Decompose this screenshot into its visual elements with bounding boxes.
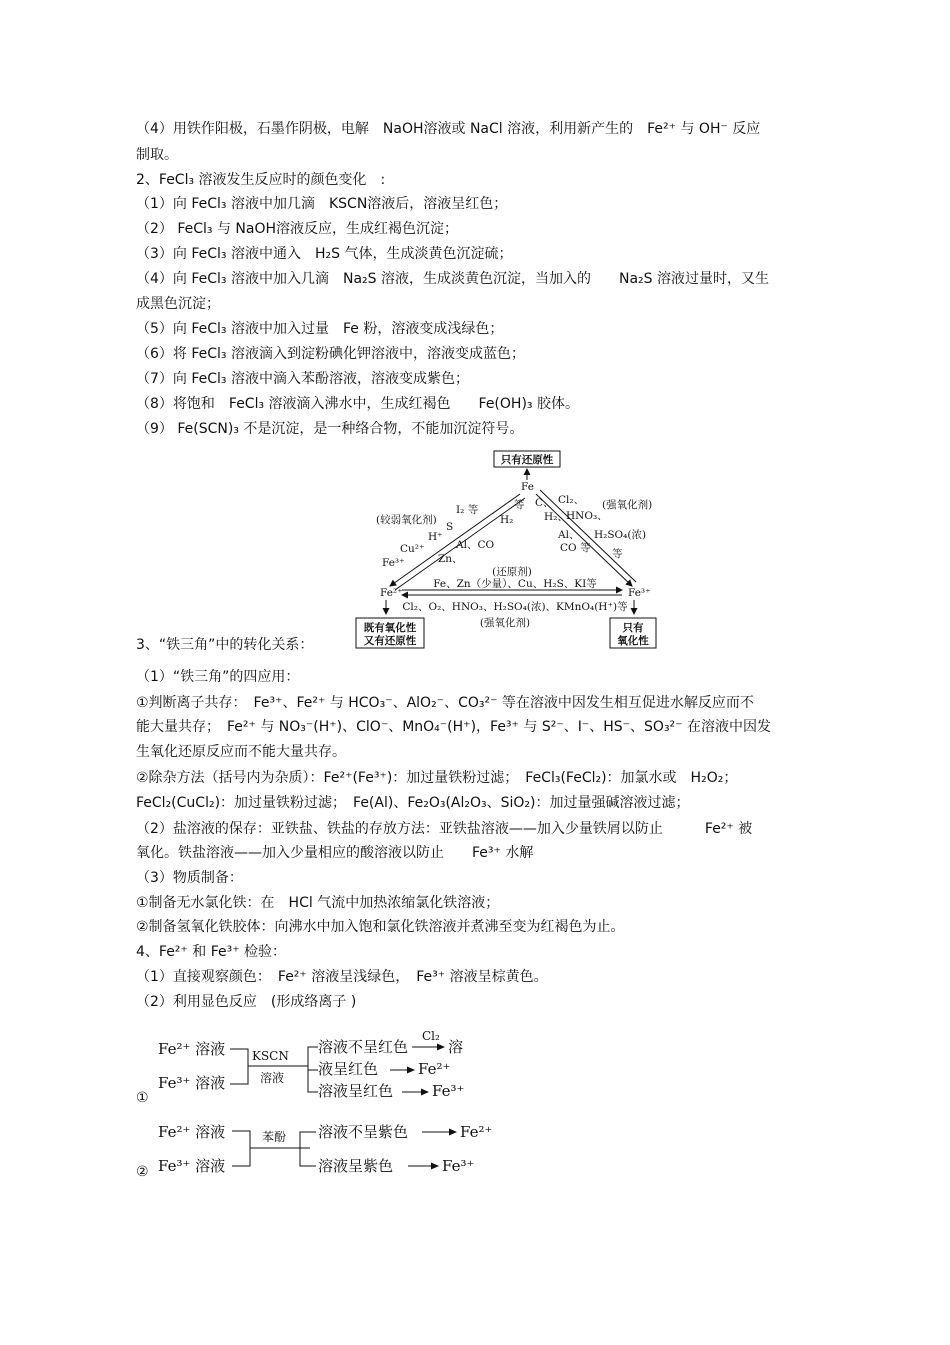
left-box-line1: 既有氧化性 bbox=[363, 622, 417, 634]
text-line: （1）“铁三角”的四应用： bbox=[136, 669, 300, 685]
flow1-out2b: Fe²⁺ bbox=[418, 1060, 451, 1078]
flow2-input-fe3: Fe³⁺ 溶液 bbox=[158, 1157, 226, 1175]
s-label: S bbox=[446, 521, 454, 533]
text-line: 制取。 bbox=[136, 147, 178, 163]
section-heading: 4、Fe²⁺ 和 Fe³⁺ 检验： bbox=[136, 944, 287, 960]
text-line: FeCl₂(CuCl₂)：加过量铁粉过滤； Fe(Al)、Fe₂O₃(Al₂O₃、SiO₂)：加过量强碱溶液过滤； bbox=[136, 795, 690, 811]
flow2-out1b: Fe²⁺ bbox=[460, 1123, 493, 1141]
reductant-list: Fe、Zn（少量）、Cu、H₂S、KI等 bbox=[433, 578, 597, 590]
flow2-reagent: 苯酚 bbox=[262, 1130, 287, 1144]
flow1-out1: 溶液不呈红色 bbox=[318, 1038, 409, 1056]
text-line: （6）将 FeCl₃ 溶液滴入到淀粉碘化钾溶液中，溶液变成蓝色； bbox=[136, 346, 525, 362]
right-box-line1: 只有 bbox=[622, 622, 644, 634]
fe-node: Fe bbox=[521, 481, 534, 493]
flow2-out2b: Fe³⁺ bbox=[442, 1157, 475, 1175]
oxidant-list: Cl₂、O₂、HNO₃、H₂SO₄(浓)、KMnO₄(H⁺)等 bbox=[402, 601, 628, 613]
deng-label: 等 bbox=[514, 499, 525, 511]
al-right-label: Al、 bbox=[558, 529, 580, 541]
text-line: （8）将饱和 FeCl₃ 溶液滴入沸水中，生成红褐色 Fe(OH)₃ 胶体。 bbox=[136, 396, 579, 412]
flow1-marker: ① bbox=[136, 1090, 149, 1106]
c-label: C、 bbox=[535, 497, 554, 509]
weak-oxidant-label: (较弱氧化剂) bbox=[376, 514, 437, 526]
oxidant-label: (强氧化剂) bbox=[479, 617, 531, 629]
strong-oxidant-label: (强氧化剂) bbox=[602, 499, 653, 511]
al-co-label: Al、CO bbox=[456, 539, 495, 551]
h2so4-label: H₂SO₄(浓) bbox=[594, 529, 647, 541]
reductant-label: (还原剂) bbox=[492, 566, 532, 578]
hno3-label: HNO₃、 bbox=[566, 510, 608, 522]
text-line: 氧化。铁盐溶液——加入少量相应的酸溶液以防止 Fe³⁺ 水解 bbox=[136, 845, 534, 861]
cl2-label: Cl₂、 bbox=[558, 494, 585, 506]
flow1-out3: 溶液呈红色 bbox=[318, 1082, 394, 1100]
flow1-input-fe2: Fe²⁺ 溶液 bbox=[158, 1040, 226, 1058]
iron-triangle-diagram bbox=[340, 448, 670, 654]
h2b-label: H₂、 bbox=[544, 511, 568, 523]
top-box-label: 只有还原性 bbox=[500, 454, 554, 466]
text-line: （1）直接观察颜色： Fe²⁺ 溶液呈浅绿色， Fe³⁺ 溶液呈棕黄色。 bbox=[136, 969, 548, 985]
flow1-cl2: Cl₂ bbox=[422, 1030, 440, 1043]
text-line: ①判断离子共存： Fe³⁺、Fe²⁺ 与 HCO₃⁻、AlO₂⁻、CO₃²⁻ 等在溶液中因发生相互促进水解反应而不 bbox=[136, 695, 754, 711]
right-box-line2: 氧化性 bbox=[617, 635, 649, 647]
flow1-input-fe3: Fe³⁺ 溶液 bbox=[158, 1074, 226, 1092]
section-heading: 3、“铁三角”中的转化关系： bbox=[136, 637, 314, 653]
flow1-out3b: Fe³⁺ bbox=[432, 1082, 465, 1100]
hplus-label: H⁺ bbox=[428, 531, 443, 543]
fe2-node: Fe²⁺ bbox=[380, 587, 403, 599]
text-line: （3）向 FeCl₃ 溶液中通入 H₂S 气体，生成淡黄色沉淀硫； bbox=[136, 246, 513, 262]
flow1-reagent-2: 溶液 bbox=[260, 1071, 285, 1085]
flow2-input-fe2: Fe²⁺ 溶液 bbox=[158, 1123, 226, 1141]
text-line: （2）盐溶液的保存：亚铁盐、铁盐的存放方法：亚铁盐溶液——加入少量铁屑以防止 Fe²⁺ 被 bbox=[136, 821, 753, 837]
deng2-label: 等 bbox=[612, 548, 623, 560]
text-line: 生氧化还原反应而不能大量共存。 bbox=[136, 744, 346, 760]
i2-label: I₂ 等 bbox=[456, 504, 479, 516]
flow1-out2: 液呈红色 bbox=[318, 1060, 379, 1078]
flow1-reagent: KSCN bbox=[252, 1049, 289, 1063]
text-line: （2）利用显色反应 (形成络离子 ) bbox=[136, 994, 357, 1010]
kscn-test-diagram bbox=[150, 1030, 510, 1100]
text-line: （5）向 FeCl₃ 溶液中加入过量 Fe 粉，溶液变成浅绿色； bbox=[136, 321, 504, 337]
text-line: （4）向 FeCl₃ 溶液中加入几滴 Na₂S 溶液，生成淡黄色沉淀，当加入的 Na₂S 溶液过量时，又生 bbox=[136, 271, 769, 287]
text-line: （1）向 FeCl₃ 溶液中加几滴 KSCN溶液后，溶液呈红色； bbox=[136, 196, 508, 212]
fe3-small-label: Fe³⁺ bbox=[382, 557, 405, 569]
cu2-label: Cu²⁺ bbox=[400, 543, 425, 555]
section-heading: 2、FeCl₃ 溶液发生反应时的颜色变化 : bbox=[136, 172, 386, 188]
text-line: ②除杂方法（括号内为杂质）：Fe²⁺(Fe³⁺)：加过量铁粉过滤； FeCl₃(FeCl₂)：加氯水或 H₂O₂； bbox=[136, 770, 738, 786]
h2-label: H₂ bbox=[500, 514, 514, 526]
flow2-out2: 溶液呈紫色 bbox=[318, 1157, 394, 1175]
left-box-line2: 又有还原性 bbox=[363, 635, 417, 647]
flow1-out1b: 溶 bbox=[448, 1038, 464, 1056]
text-line: （7）向 FeCl₃ 溶液中滴入苯酚溶液，溶液变成紫色； bbox=[136, 371, 469, 387]
zn-label: Zn、 bbox=[438, 553, 463, 565]
text-line: 成黑色沉淀； bbox=[136, 296, 220, 312]
phenol-test-diagram bbox=[150, 1115, 510, 1185]
fe3-node: Fe³⁺ bbox=[628, 587, 651, 599]
text-line: ②制备氢氧化铁胶体：向沸水中加入饱和氯化铁溶液并煮沸至变为红褐色为止。 bbox=[136, 919, 625, 935]
flow2-marker: ② bbox=[136, 1164, 149, 1180]
text-line: （3）物质制备： bbox=[136, 870, 243, 886]
text-line: （9） Fe(SCN)₃ 不是沉淀，是一种络合物，不能加沉淀符号。 bbox=[136, 421, 524, 437]
co-right-label: CO 等 bbox=[560, 542, 591, 554]
text-line: （2） FeCl₃ 与 NaOH溶液反应，生成红褐色沉淀； bbox=[136, 221, 459, 237]
text-line: ①制备无水氯化铁：在 HCl 气流中加热浓缩氯化铁溶液； bbox=[136, 895, 500, 911]
text-line: 能大量共存； Fe²⁺ 与 NO₃⁻(H⁺)、ClO⁻、MnO₄⁻(H⁺)，Fe³⁺ 与 S²⁻、I⁻、HS⁻、SO₃²⁻ 在溶液中因发 bbox=[136, 719, 772, 735]
flow2-out1: 溶液不呈紫色 bbox=[318, 1123, 409, 1141]
text-line: （4）用铁作阳极，石墨作阴极，电解 NaOH溶液或 NaCl 溶液，利用新产生的 Fe²⁺ 与 OH⁻ 反应 bbox=[136, 121, 761, 137]
